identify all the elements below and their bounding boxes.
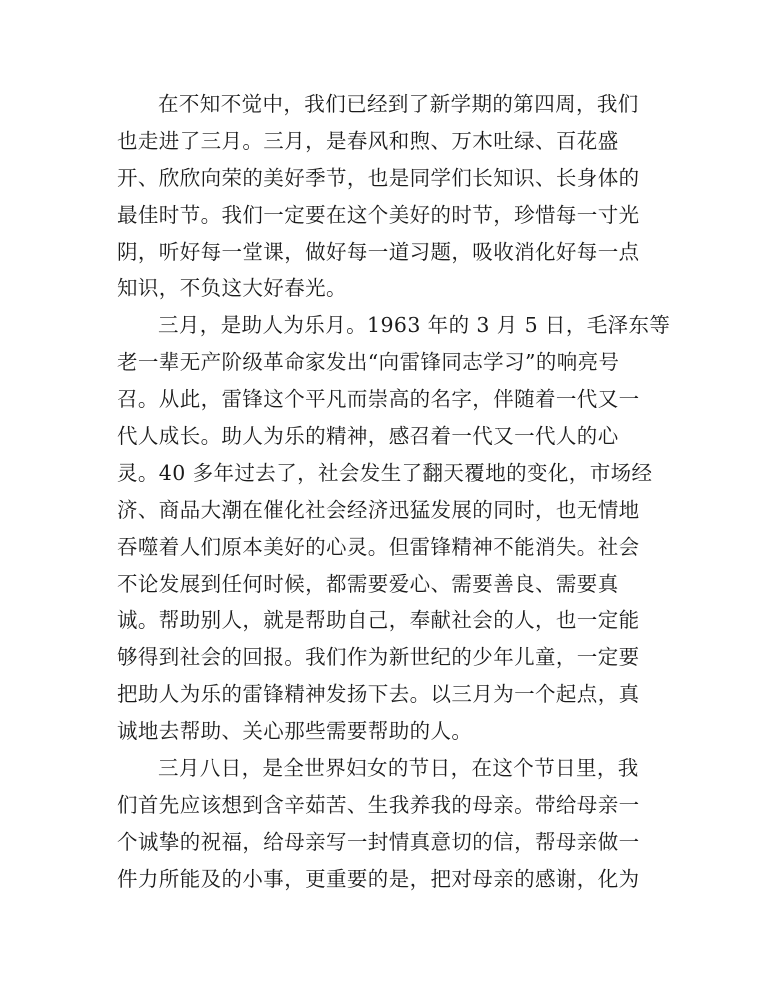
text-line: 阴，听好每一堂课，做好每一道习题，吸收消化好每一点 [117,239,640,264]
text-line: 最佳时节。我们一定要在这个美好的时节，珍惜每一寸光 [117,202,640,227]
text-line: 知识，不负这大好春光。 [117,276,347,301]
document-page [117,86,671,898]
text-line: 吞噬着人们原本美好的心灵。但雷锋精神不能消失。社会 [117,534,640,559]
text-line: 不论发展到任何时候，都需要爱心、需要善良、需要真 [117,571,619,596]
paragraph-3 [117,750,640,898]
text-line: 件力所能及的小事，更重要的是，把对母亲的感谢，化为 [117,866,640,891]
text-line: 们首先应该想到含辛茹苦、生我养我的母亲。带给母亲一 [117,792,640,817]
text-line: 济、商品大潮在催化社会经济迅猛发展的同时，也无情地 [117,497,640,522]
text-line: 老一辈无产阶级革命家发出“向雷锋同志学习”的响亮号 [117,350,620,375]
text-line: 三月八日，是全世界妇女的节日，在这个节日里，我 [158,756,639,781]
text-line: 三月，是助人为乐月。1963 年的 3 月 5 日，毛泽东等 [158,313,671,338]
paragraph-2 [117,307,671,750]
text-line: 够得到社会的回报。我们作为新世纪的少年儿童，一定要 [117,645,640,670]
text-line: 诚。帮助别人，就是帮助自己，奉献社会的人，也一定能 [117,608,640,633]
text-line: 把助人为乐的雷锋精神发扬下去。以三月为一个起点，真 [117,682,640,707]
text-line: 代人成长。助人为乐的精神，感召着一代又一代人的心 [117,424,619,449]
paragraph-1 [117,86,640,307]
text-line: 灵。40 多年过去了，社会发生了翻天覆地的变化，市场经 [117,460,653,485]
text-line: 召。从此，雷锋这个平凡而崇高的名字，伴随着一代又一 [117,387,640,412]
text-line: 个诚挚的祝福，给母亲写一封情真意切的信，帮母亲做一 [117,829,640,854]
text-line: 在不知不觉中，我们已经到了新学期的第四周，我们 [158,92,639,116]
text-line: 开、欣欣向荣的美好季节，也是同学们长知识、长身体的 [117,165,640,190]
text-line: 诚地去帮助、关心那些需要帮助的人。 [117,719,473,744]
text-line: 也走进了三月。三月，是春风和煦、万木吐绿、百花盛 [117,128,619,153]
